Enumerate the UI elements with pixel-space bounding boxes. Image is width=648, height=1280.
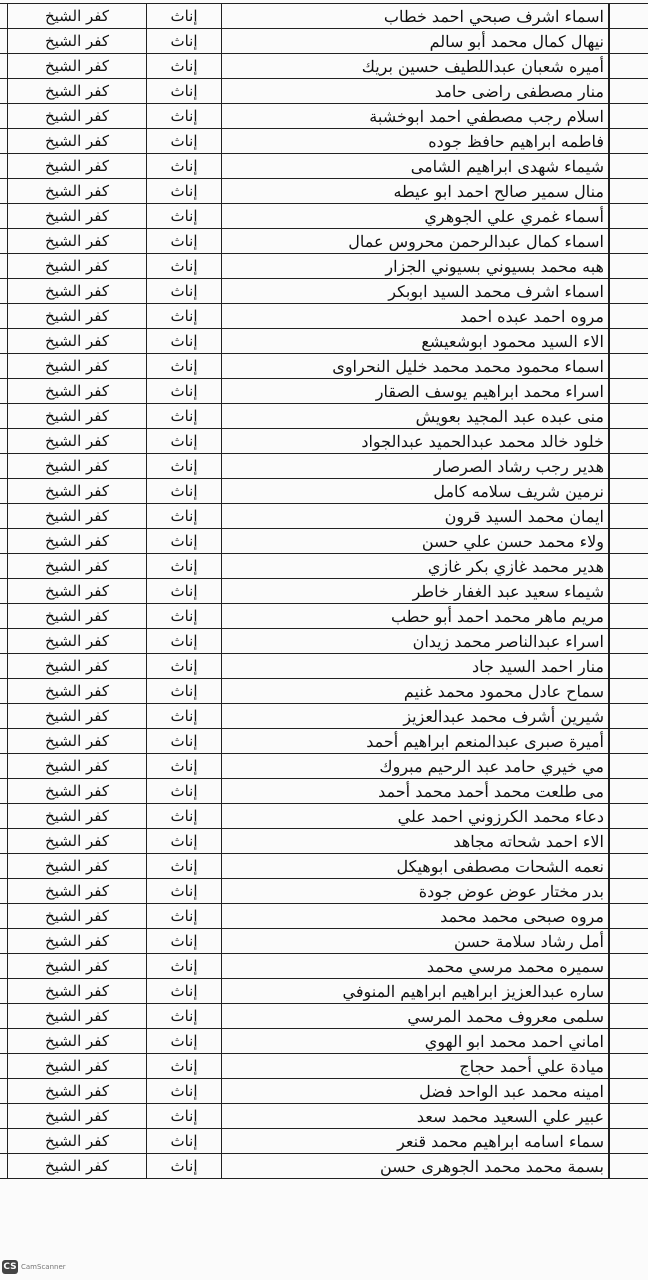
table-row <box>0 279 648 304</box>
table-row <box>0 979 648 1004</box>
area-cell: كفر الشيخ <box>8 754 147 779</box>
name-cell: اسراء محمد ابراهيم يوسف الصقار <box>222 379 610 404</box>
name-cell: خلود خالد محمد عبدالحميد عبدالجواد <box>222 429 610 454</box>
edge-cell <box>0 104 8 129</box>
gender-cell: إناث <box>147 54 222 79</box>
area-cell: كفر الشيخ <box>8 154 147 179</box>
name-cell: نرمين شريف سلامه كامل <box>222 479 610 504</box>
gender-cell: إناث <box>147 579 222 604</box>
edge-cell <box>0 79 8 104</box>
gender-cell: إناث <box>147 104 222 129</box>
name-cell: مي خيري حامد عبد الرحيم مبروك <box>222 754 610 779</box>
table-row <box>0 379 648 404</box>
edge-cell <box>0 654 8 679</box>
row-number-cell <box>609 729 648 754</box>
gender-cell: إناث <box>147 854 222 879</box>
area-cell: كفر الشيخ <box>8 404 147 429</box>
row-number-cell <box>609 404 648 429</box>
row-number-cell <box>609 29 648 54</box>
area-cell: كفر الشيخ <box>8 779 147 804</box>
edge-cell <box>0 1154 8 1179</box>
gender-cell: إناث <box>147 904 222 929</box>
table-row <box>0 454 648 479</box>
gender-cell: إناث <box>147 1079 222 1104</box>
gender-cell: إناث <box>147 654 222 679</box>
gender-cell: إناث <box>147 1004 222 1029</box>
row-number-cell <box>609 1079 648 1104</box>
edge-cell <box>0 1004 8 1029</box>
table-row <box>0 854 648 879</box>
name-cell: اسماء محمود محمد محمد خليل النحراوى <box>222 354 610 379</box>
gender-cell: إناث <box>147 404 222 429</box>
row-number-cell <box>609 804 648 829</box>
table-row <box>0 1004 648 1029</box>
area-cell: كفر الشيخ <box>8 729 147 754</box>
edge-cell <box>0 404 8 429</box>
table-row <box>0 929 648 954</box>
row-number-cell <box>609 879 648 904</box>
edge-cell <box>0 129 8 154</box>
edge-cell <box>0 379 8 404</box>
gender-cell: إناث <box>147 1054 222 1079</box>
area-cell: كفر الشيخ <box>8 229 147 254</box>
gender-cell: إناث <box>147 1154 222 1179</box>
area-cell: كفر الشيخ <box>8 479 147 504</box>
names-table-body <box>0 4 648 1179</box>
name-cell: سماء اسامه ابراهيم محمد قنعر <box>222 1129 610 1154</box>
row-number-cell <box>609 254 648 279</box>
area-cell: كفر الشيخ <box>8 379 147 404</box>
table-row <box>0 829 648 854</box>
area-cell: كفر الشيخ <box>8 679 147 704</box>
name-cell: امينه محمد عبد الواحد فضل <box>222 1079 610 1104</box>
row-number-cell <box>609 679 648 704</box>
area-cell: كفر الشيخ <box>8 254 147 279</box>
edge-cell <box>0 879 8 904</box>
edge-cell <box>0 729 8 754</box>
name-cell: شيماء سعيد عبد الغفار خاطر <box>222 579 610 604</box>
edge-cell <box>0 679 8 704</box>
name-cell: ساره عبدالعزيز ابراهيم ابراهيم المنوفي <box>222 979 610 1004</box>
table-row <box>0 4 648 29</box>
area-cell: كفر الشيخ <box>8 504 147 529</box>
row-number-cell <box>609 1154 648 1179</box>
row-number-cell <box>609 229 648 254</box>
area-cell: كفر الشيخ <box>8 279 147 304</box>
row-number-cell <box>609 1054 648 1079</box>
area-cell: كفر الشيخ <box>8 429 147 454</box>
row-number-cell <box>609 754 648 779</box>
area-cell: كفر الشيخ <box>8 304 147 329</box>
row-number-cell <box>609 1004 648 1029</box>
name-cell: سماح عادل محمود محمد غنيم <box>222 679 610 704</box>
area-cell: كفر الشيخ <box>8 1104 147 1129</box>
area-cell: كفر الشيخ <box>8 529 147 554</box>
table-row <box>0 629 648 654</box>
gender-cell: إناث <box>147 479 222 504</box>
row-number-cell <box>609 629 648 654</box>
name-cell: أمل رشاد سلامة حسن <box>222 929 610 954</box>
table-row <box>0 579 648 604</box>
name-cell: بسمة محمد محمد الجوهرى حسن <box>222 1154 610 1179</box>
name-cell: أسماء غمري علي الجوهري <box>222 204 610 229</box>
gender-cell: إناث <box>147 279 222 304</box>
gender-cell: إناث <box>147 829 222 854</box>
name-cell: أميرة صبرى عبدالمنعم ابراهيم أحمد <box>222 729 610 754</box>
row-number-cell <box>609 929 648 954</box>
area-cell: كفر الشيخ <box>8 704 147 729</box>
name-cell: اماني احمد محمد ابو الهوي <box>222 1029 610 1054</box>
table-row <box>0 954 648 979</box>
table-row <box>0 679 648 704</box>
gender-cell: إناث <box>147 229 222 254</box>
edge-cell <box>0 329 8 354</box>
area-cell: كفر الشيخ <box>8 954 147 979</box>
area-cell: كفر الشيخ <box>8 354 147 379</box>
area-cell: كفر الشيخ <box>8 104 147 129</box>
area-cell: كفر الشيخ <box>8 129 147 154</box>
gender-cell: إناث <box>147 4 222 29</box>
area-cell: كفر الشيخ <box>8 629 147 654</box>
name-cell: مروه احمد عبده احمد <box>222 304 610 329</box>
table-row <box>0 504 648 529</box>
edge-cell <box>0 979 8 1004</box>
row-number-cell <box>609 779 648 804</box>
edge-cell <box>0 454 8 479</box>
row-number-cell <box>609 504 648 529</box>
camscanner-logo-icon: CS <box>3 1262 17 1272</box>
edge-cell <box>0 1029 8 1054</box>
gender-cell: إناث <box>147 504 222 529</box>
edge-cell <box>0 254 8 279</box>
names-table <box>0 3 648 1179</box>
gender-cell: إناث <box>147 554 222 579</box>
area-cell: كفر الشيخ <box>8 929 147 954</box>
table-row <box>0 1079 648 1104</box>
table-row <box>0 229 648 254</box>
row-number-cell <box>609 1104 648 1129</box>
row-number-cell <box>609 979 648 1004</box>
row-number-cell <box>609 854 648 879</box>
table-row <box>0 1054 648 1079</box>
table-row <box>0 779 648 804</box>
table-row <box>0 904 648 929</box>
edge-cell <box>0 804 8 829</box>
name-cell: سلمى معروف محمد المرسي <box>222 1004 610 1029</box>
table-row <box>0 1104 648 1129</box>
edge-cell <box>0 54 8 79</box>
row-number-cell <box>609 1029 648 1054</box>
table-row <box>0 704 648 729</box>
row-number-cell <box>609 154 648 179</box>
name-cell: شيماء شهدى ابراهيم الشامى <box>222 154 610 179</box>
area-cell: كفر الشيخ <box>8 579 147 604</box>
row-number-cell <box>609 479 648 504</box>
row-number-cell <box>609 829 648 854</box>
edge-cell <box>0 829 8 854</box>
table-row <box>0 429 648 454</box>
name-cell: شيرين أشرف محمد عبدالعزيز <box>222 704 610 729</box>
row-number-cell <box>609 554 648 579</box>
name-cell: دعاء محمد الكرزوني احمد علي <box>222 804 610 829</box>
row-number-cell <box>609 379 648 404</box>
name-cell: منال سمير صالح احمد ابو عيطه <box>222 179 610 204</box>
table-row <box>0 104 648 129</box>
gender-cell: إناث <box>147 29 222 54</box>
table-row <box>0 79 648 104</box>
gender-cell: إناث <box>147 429 222 454</box>
name-cell: ميادة علي أحمد حجاج <box>222 1054 610 1079</box>
gender-cell: إناث <box>147 79 222 104</box>
name-cell: اسماء اشرف صبحي احمد خطاب <box>222 4 610 29</box>
area-cell: كفر الشيخ <box>8 1154 147 1179</box>
table-row <box>0 329 648 354</box>
area-cell: كفر الشيخ <box>8 829 147 854</box>
area-cell: كفر الشيخ <box>8 1054 147 1079</box>
row-number-cell <box>609 104 648 129</box>
area-cell: كفر الشيخ <box>8 204 147 229</box>
name-cell: هدير محمد غازي بكر غازي <box>222 554 610 579</box>
edge-cell <box>0 629 8 654</box>
edge-cell <box>0 179 8 204</box>
table-row <box>0 604 648 629</box>
edge-cell <box>0 554 8 579</box>
gender-cell: إناث <box>147 204 222 229</box>
row-number-cell <box>609 654 648 679</box>
gender-cell: إناث <box>147 679 222 704</box>
edge-cell <box>0 204 8 229</box>
table-row <box>0 754 648 779</box>
edge-cell <box>0 29 8 54</box>
gender-cell: إناث <box>147 454 222 479</box>
gender-cell: إناث <box>147 154 222 179</box>
row-number-cell <box>609 304 648 329</box>
gender-cell: إناث <box>147 1029 222 1054</box>
row-number-cell <box>609 704 648 729</box>
name-cell: ولاء محمد حسن علي حسن <box>222 529 610 554</box>
edge-cell <box>0 354 8 379</box>
edge-cell <box>0 779 8 804</box>
row-number-cell <box>609 454 648 479</box>
name-cell: اسماء اشرف محمد السيد ابوبكر <box>222 279 610 304</box>
name-cell: منى عبده عبد المجيد بعويش <box>222 404 610 429</box>
edge-cell <box>0 504 8 529</box>
name-cell: اسماء كمال عبدالرحمن محروس عمال <box>222 229 610 254</box>
table-row <box>0 654 648 679</box>
gender-cell: إناث <box>147 879 222 904</box>
table-row <box>0 179 648 204</box>
table-row <box>0 204 648 229</box>
table-row <box>0 54 648 79</box>
name-cell: منار مصطفى راضى حامد <box>222 79 610 104</box>
name-cell: مريم ماهر محمد احمد أبو حطب <box>222 604 610 629</box>
table-row <box>0 29 648 54</box>
gender-cell: إناث <box>147 979 222 1004</box>
area-cell: كفر الشيخ <box>8 1079 147 1104</box>
edge-cell <box>0 1104 8 1129</box>
scanner-label: CamScanner <box>21 1263 66 1271</box>
name-cell: منار احمد السيد جاد <box>222 654 610 679</box>
area-cell: كفر الشيخ <box>8 854 147 879</box>
edge-cell <box>0 579 8 604</box>
row-number-cell <box>609 529 648 554</box>
name-cell: اسراء عبدالناصر محمد زيدان <box>222 629 610 654</box>
name-cell: ايمان محمد السيد قرون <box>222 504 610 529</box>
gender-cell: إناث <box>147 729 222 754</box>
area-cell: كفر الشيخ <box>8 79 147 104</box>
gender-cell: إناث <box>147 1104 222 1129</box>
area-cell: كفر الشيخ <box>8 979 147 1004</box>
row-number-cell <box>609 429 648 454</box>
area-cell: كفر الشيخ <box>8 1004 147 1029</box>
area-cell: كفر الشيخ <box>8 329 147 354</box>
area-cell: كفر الشيخ <box>8 879 147 904</box>
area-cell: كفر الشيخ <box>8 554 147 579</box>
gender-cell: إناث <box>147 379 222 404</box>
gender-cell: إناث <box>147 954 222 979</box>
area-cell: كفر الشيخ <box>8 179 147 204</box>
area-cell: كفر الشيخ <box>8 904 147 929</box>
name-cell: نيهال كمال محمد أبو سالم <box>222 29 610 54</box>
table-row <box>0 1029 648 1054</box>
gender-cell: إناث <box>147 754 222 779</box>
gender-cell: إناث <box>147 304 222 329</box>
area-cell: كفر الشيخ <box>8 654 147 679</box>
table-row <box>0 154 648 179</box>
edge-cell <box>0 229 8 254</box>
name-cell: بدر مختار عوض عوض جودة <box>222 879 610 904</box>
table-row <box>0 479 648 504</box>
name-cell: نعمه الشحات مصطفى ابوهيكل <box>222 854 610 879</box>
table-row <box>0 1154 648 1179</box>
area-cell: كفر الشيخ <box>8 1129 147 1154</box>
table-row <box>0 804 648 829</box>
gender-cell: إناث <box>147 179 222 204</box>
name-cell: أميره شعبان عبداللطيف حسين بريك <box>222 54 610 79</box>
name-cell: هبه محمد بسيوني بسيوني الجزار <box>222 254 610 279</box>
name-cell: مى طلعت محمد أحمد محمد أحمد <box>222 779 610 804</box>
gender-cell: إناث <box>147 129 222 154</box>
row-number-cell <box>609 354 648 379</box>
row-number-cell <box>609 904 648 929</box>
row-number-cell <box>609 54 648 79</box>
scanner-watermark <box>2 1260 66 1274</box>
row-number-cell <box>609 179 648 204</box>
row-number-cell <box>609 579 648 604</box>
table-row <box>0 879 648 904</box>
edge-cell <box>0 1129 8 1154</box>
gender-cell: إناث <box>147 604 222 629</box>
table-row <box>0 1129 648 1154</box>
name-cell: الاء احمد شحاته مجاهد <box>222 829 610 854</box>
edge-cell <box>0 304 8 329</box>
edge-cell <box>0 754 8 779</box>
row-number-cell <box>609 1129 648 1154</box>
gender-cell: إناث <box>147 704 222 729</box>
table-row <box>0 529 648 554</box>
table-row <box>0 304 648 329</box>
table-row <box>0 254 648 279</box>
edge-cell <box>0 704 8 729</box>
area-cell: كفر الشيخ <box>8 454 147 479</box>
name-cell: سميره محمد مرسي محمد <box>222 954 610 979</box>
name-cell: فاطمه ابراهيم حافظ جوده <box>222 129 610 154</box>
area-cell: كفر الشيخ <box>8 4 147 29</box>
edge-cell <box>0 854 8 879</box>
row-number-cell <box>609 204 648 229</box>
table-row <box>0 729 648 754</box>
row-number-cell <box>609 4 648 29</box>
table-row <box>0 129 648 154</box>
table-row <box>0 354 648 379</box>
gender-cell: إناث <box>147 329 222 354</box>
table-row <box>0 554 648 579</box>
name-cell: الاء السيد محمود ابوشعيشع <box>222 329 610 354</box>
area-cell: كفر الشيخ <box>8 604 147 629</box>
edge-cell <box>0 954 8 979</box>
edge-cell <box>0 904 8 929</box>
edge-cell <box>0 1079 8 1104</box>
edge-cell <box>0 279 8 304</box>
edge-cell <box>0 1054 8 1079</box>
gender-cell: إناث <box>147 629 222 654</box>
row-number-cell <box>609 329 648 354</box>
edge-cell <box>0 929 8 954</box>
gender-cell: إناث <box>147 1129 222 1154</box>
area-cell: كفر الشيخ <box>8 29 147 54</box>
row-number-cell <box>609 279 648 304</box>
name-cell: عبير علي السعيد محمد سعد <box>222 1104 610 1129</box>
gender-cell: إناث <box>147 254 222 279</box>
gender-cell: إناث <box>147 929 222 954</box>
edge-cell <box>0 4 8 29</box>
name-cell: هدير رجب رشاد الصرصار <box>222 454 610 479</box>
area-cell: كفر الشيخ <box>8 804 147 829</box>
name-cell: مروه صبحى محمد محمد <box>222 904 610 929</box>
gender-cell: إناث <box>147 779 222 804</box>
edge-cell <box>0 154 8 179</box>
edge-cell <box>0 429 8 454</box>
row-number-cell <box>609 129 648 154</box>
gender-cell: إناث <box>147 354 222 379</box>
row-number-cell <box>609 79 648 104</box>
gender-cell: إناث <box>147 529 222 554</box>
area-cell: كفر الشيخ <box>8 54 147 79</box>
row-number-cell <box>609 604 648 629</box>
table-row <box>0 404 648 429</box>
edge-cell <box>0 529 8 554</box>
area-cell: كفر الشيخ <box>8 1029 147 1054</box>
gender-cell: إناث <box>147 804 222 829</box>
edge-cell <box>0 479 8 504</box>
name-cell: اسلام رجب مصطفي احمد ابوخشبة <box>222 104 610 129</box>
edge-cell <box>0 604 8 629</box>
row-number-cell <box>609 954 648 979</box>
